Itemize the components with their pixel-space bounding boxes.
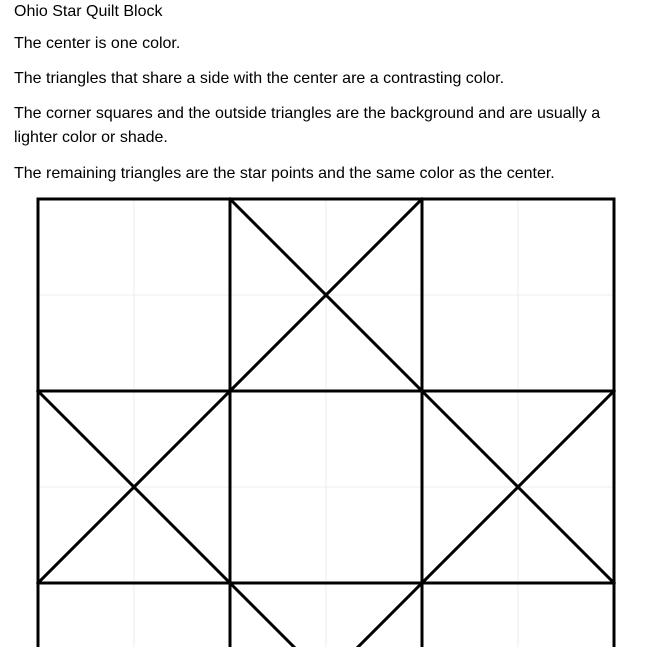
paragraph-background: The corner squares and the outside triangles are the background and are usually a lighter color or shade. xyxy=(14,105,601,146)
document-title: Ohio Star Quilt Block xyxy=(14,3,163,20)
paragraph-contrasting-triangles: The triangles that share a side with the center are a contrasting color. xyxy=(14,70,505,87)
faint-guide-lines xyxy=(38,199,614,647)
paragraph-center: The center is one color. xyxy=(14,35,181,52)
paragraph-star-points: The remaining triangles are the star points and the same color as the center. xyxy=(14,165,555,182)
ohio-star-diagram xyxy=(36,197,618,647)
